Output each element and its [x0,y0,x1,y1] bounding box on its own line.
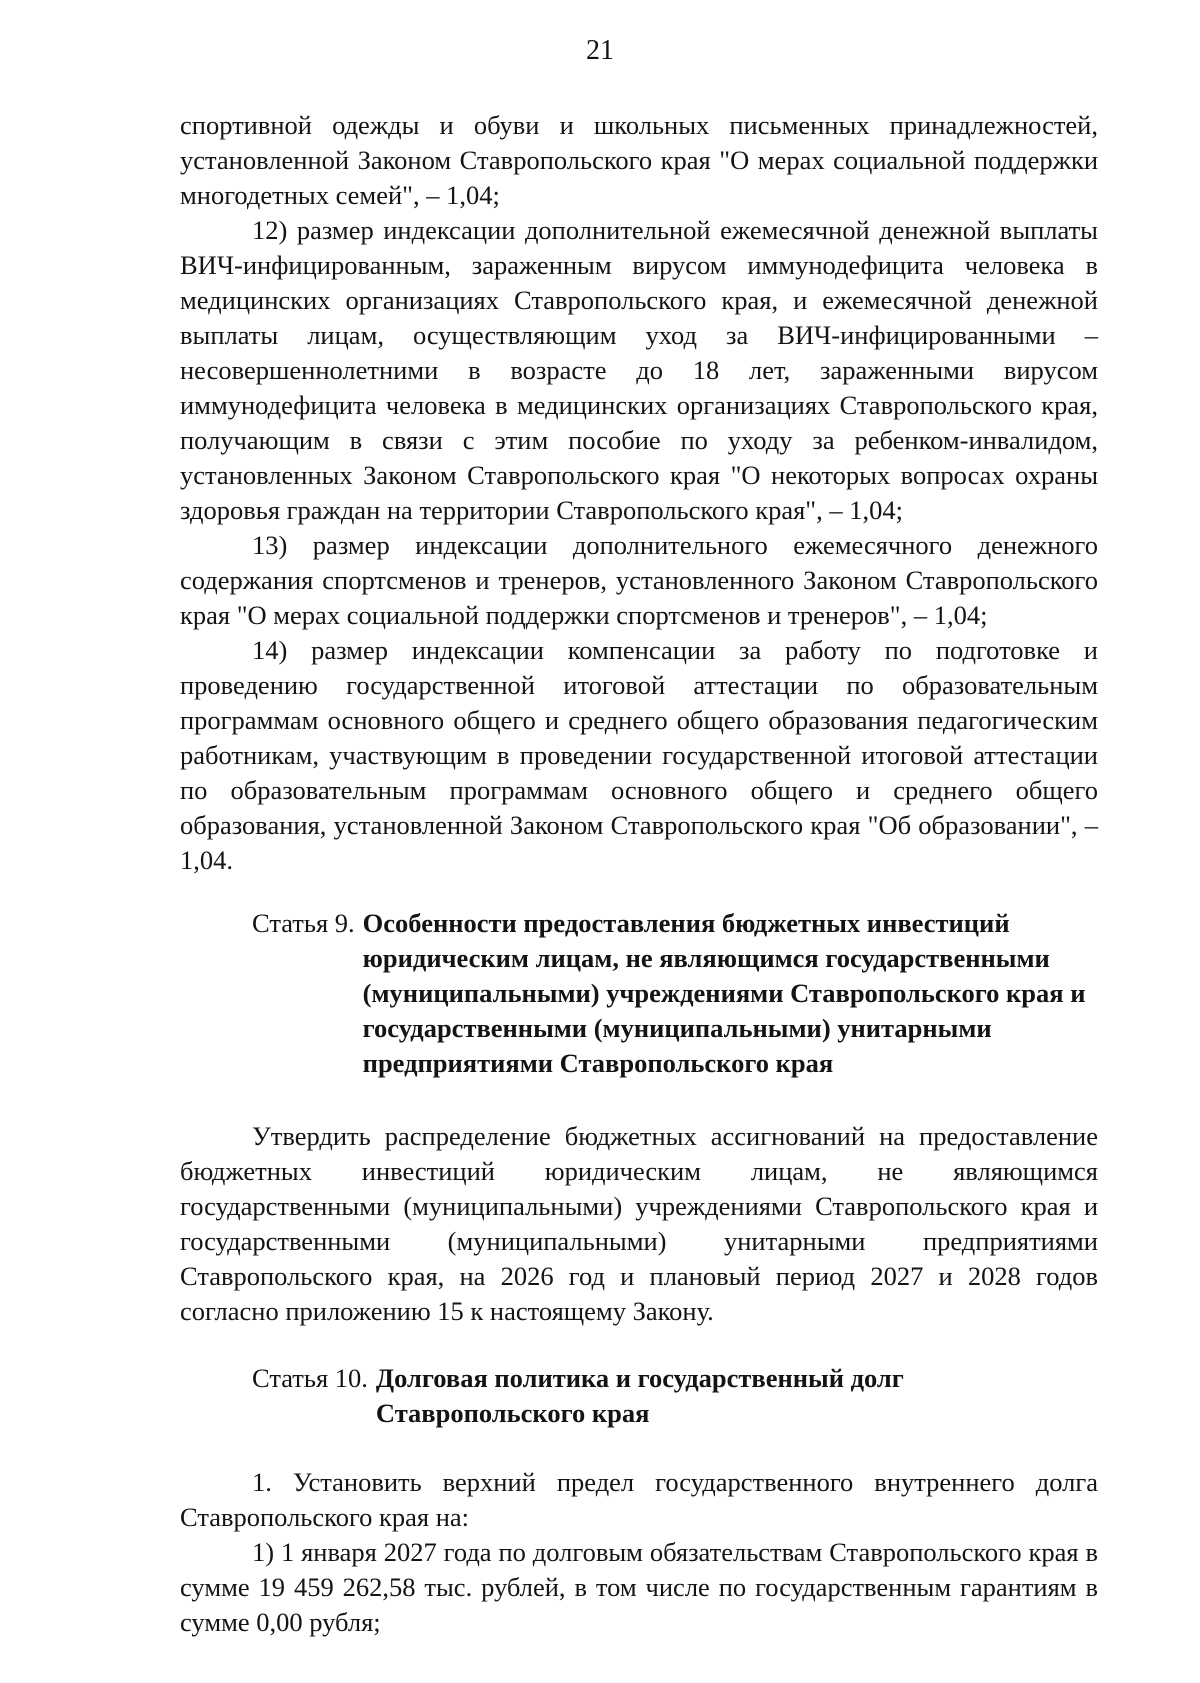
article-9-title: Особенности предоставления бюджетных инвестиций юридическим лицам, не являющимся государственными (муниципальными) учреждениями Ставропольского края и государственными (муниципальными) унитарными предприятиями Ставропольского края [362,908,1086,1078]
paragraph-item-13: 13) размер индексации дополнительного ежемесячного денежного содержания спортсменов и тренеров, установленного Законом Ставропольского края "О мерах социальной поддержки спортсменов и тренеров", – 1,04; [180,530,1098,630]
paragraph-continuation: спортивной одежды и обуви и школьных письменных принадлежностей, установленной Законом Ставропольского края "О мерах социальной поддержки многодетных семей", – 1,04; [180,110,1098,210]
paragraph-item-12: 12) размер индексации дополнительной ежемесячной денежной выплаты ВИЧ-инфицированным, зараженным вирусом иммунодефицита человека в медицинских организациях Ставропольского края, и ежемесячной денежной выплаты лицам, осуществляющим уход за ВИЧ-инфицированными – несовершеннолетними в возрасте до 18 лет, зараженными вирусом иммунодефицита человека в медицинских организациях Ставропольского края, получающим в связи с этим пособие по уходу за ребенком-инвалидом, установленных Законом Ставропольского края "О некоторых вопросах охраны здоровья граждан на территории Ставропольского края", – 1,04; [180,215,1098,525]
article-10-paragraph-1: 1. Установить верхний предел государственного внутреннего долга Ставропольского края на: [180,1467,1098,1532]
page-number: 21 [586,35,614,66]
article-10-heading [180,1361,1098,1431]
article-9-label: Статья 9. [252,908,355,938]
article-10-label: Статья 10. [252,1363,368,1393]
paragraph-item-14: 14) размер индексации компенсации за работу по подготовке и проведению государственной итоговой аттестации по образовательным программам основного общего и среднего общего образования педагогическим работникам, участвующим в проведении государственной итоговой аттестации по образовательным программам основного общего и среднего общего образования, установленной Законом Ставропольского края "Об образовании", – 1,04. [180,635,1098,875]
article-9-heading [180,906,1098,1081]
document-body [180,108,1098,1640]
article-10-paragraph-2: 1) 1 января 2027 года по долговым обязательствам Ставропольского края в сумме 19 459 262,58 тыс. рублей, в том числе по государственным гарантиям в сумме 0,00 рубля; [180,1537,1098,1637]
article-9-body: Утвердить распределение бюджетных ассигнований на предоставление бюджетных инвестиций юридическим лицам, не являющимся государственными (муниципальными) учреждениями Ставропольского края и государственными (муниципальными) унитарными предприятиями Ставропольского края, на 2026 год и плановый период 2027 и 2028 годов согласно приложению 15 к настоящему Закону. [180,1121,1098,1326]
article-10-title: Долговая политика и государственный долг Ставропольского края [375,1363,904,1428]
